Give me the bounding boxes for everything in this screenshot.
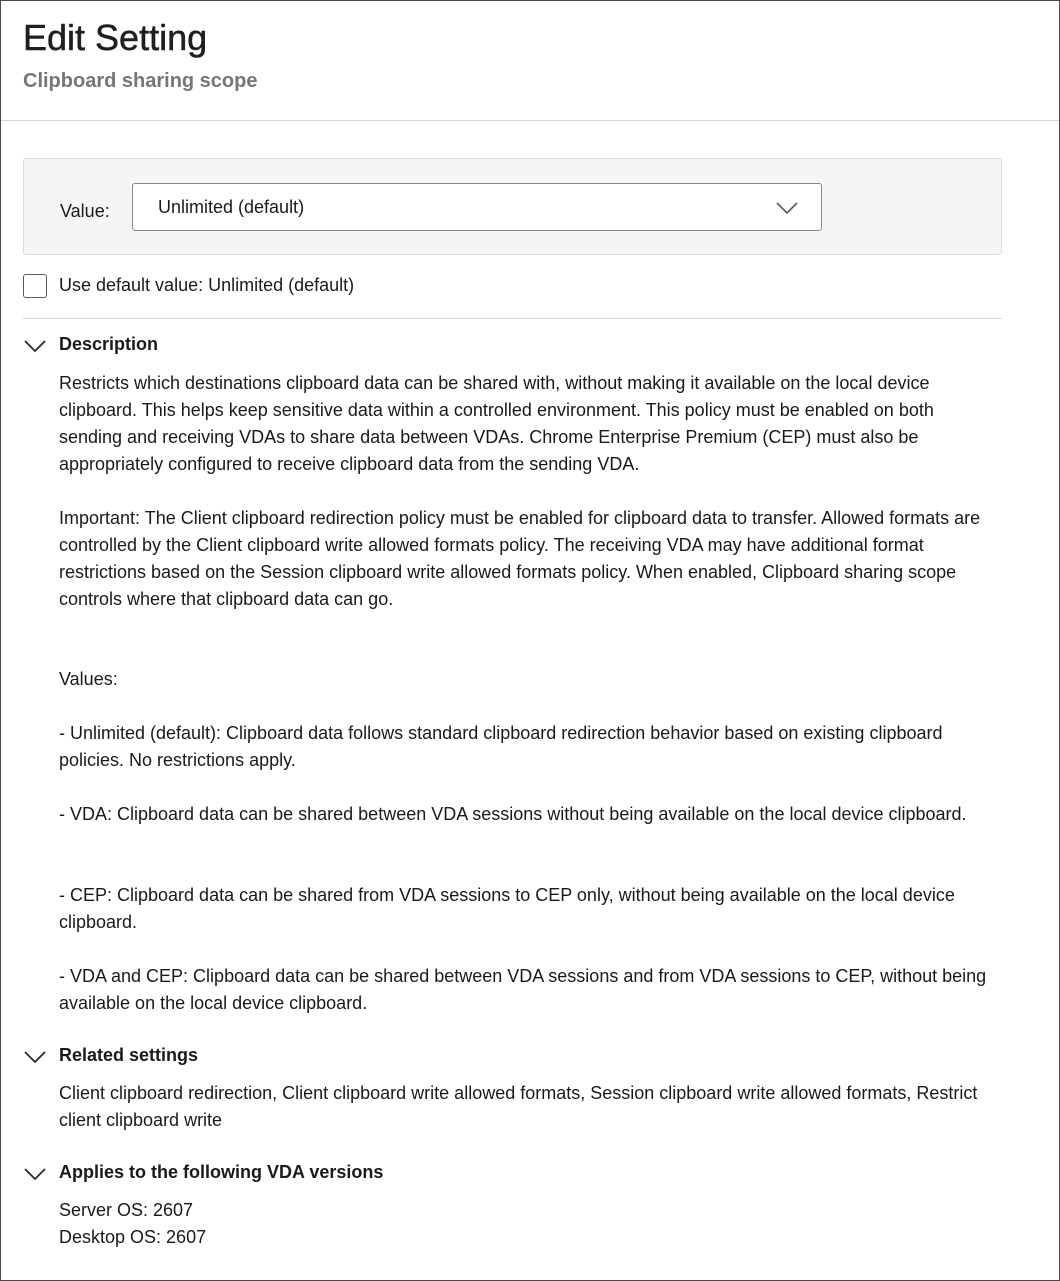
related-settings-list: Client clipboard redirection, Client clipboard write allowed formats, Session clipboard write allowed formats, Restrict client clipboard write: [59, 1083, 978, 1130]
divider: [23, 318, 1002, 319]
description-section-toggle[interactable]: [23, 333, 523, 357]
use-default-value-checkbox[interactable]: [23, 274, 47, 298]
value-cep-description: - CEP: Clipboard data can be shared from VDA sessions to CEP only, without being available on the local device clipboard.: [59, 885, 955, 932]
applies-to-title: Applies to the following VDA versions: [59, 1162, 384, 1182]
value-panel: [23, 158, 1002, 255]
setting-name: Clipboard sharing scope: [23, 70, 258, 92]
description-important: Important: The Client clipboard redirection policy must be enabled for clipboard data to transfer. Allowed formats are controlled by the Client clipboard write allowed formats policy. The receiving VDA may have additional format restrictions based on the Session clipboard write allowed formats policy. When enabled, Clipboard sharing scope controls where that clipboard data can go.: [59, 508, 981, 609]
use-default-value-option[interactable]: [23, 274, 623, 300]
applies-to-section-toggle[interactable]: [23, 1161, 523, 1185]
value-dropdown-selected: Unlimited (default): [158, 197, 305, 217]
desktop-os-version: Desktop OS: 2607: [59, 1227, 207, 1247]
chevron-down-icon: [775, 201, 799, 215]
description-title: Description: [59, 334, 159, 354]
value-unlimited-description: - Unlimited (default): Clipboard data follows standard clipboard redirection behavior based on existing clipboard policies. No restrictions apply.: [59, 723, 943, 770]
value-label: Value:: [60, 201, 110, 221]
description-paragraph: Restricts which destinations clipboard data can be shared with, without making it available on the local device clipboard. This helps keep sensitive data within a controlled environment. This policy must be enabled on both sending and receiving VDAs to share data between VDAs. Chrome Enterprise Premium (CEP) must also be appropriately configured to receive clipboard data from the sending VDA.: [59, 373, 934, 474]
value-dropdown[interactable]: [132, 183, 822, 231]
related-settings-section-toggle[interactable]: [23, 1044, 523, 1068]
chevron-down-icon: [23, 1050, 47, 1064]
values-heading: Values:: [59, 669, 118, 689]
panel-header: [1, 1, 1059, 121]
use-default-value-label: Use default value: Unlimited (default): [59, 275, 355, 295]
server-os-version: Server OS: 2607: [59, 1200, 194, 1220]
value-vda-and-cep-description: - VDA and CEP: Clipboard data can be shared between VDA sessions and from VDA sessions to CEP, without being available on the local device clipboard.: [59, 966, 987, 1013]
chevron-down-icon: [23, 339, 47, 353]
value-vda-description: - VDA: Clipboard data can be shared between VDA sessions without being available on the local device clipboard.: [59, 804, 967, 824]
page-title: Edit Setting: [23, 17, 208, 58]
chevron-down-icon: [23, 1167, 47, 1181]
related-settings-title: Related settings: [59, 1045, 199, 1065]
